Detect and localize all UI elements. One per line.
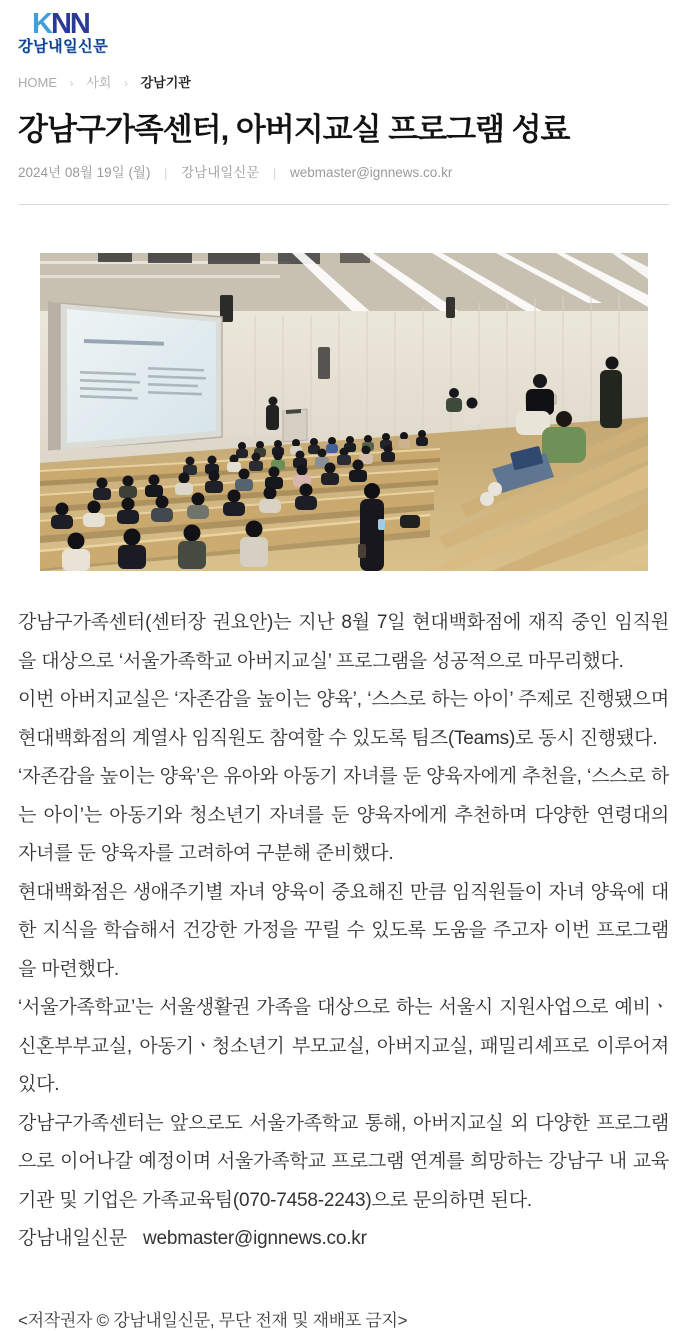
logo-newspaper-name: 강남내일신문 xyxy=(18,38,108,55)
article-paragraph: 강남구가족센터는 앞으로도 서울가족학교 통해, 아버지교실 외 다양한 프로그램으로 이어나갈 예정이며 서울가족학교 프로그램 연계를 희망하는 강남구 내 교육기관 및 기업은 가족교육팀(070-7458-2243)으로 문의하면 된다. xyxy=(18,1112,669,1211)
logo-acronym xyxy=(18,10,108,38)
article-author: 강남내일신문 xyxy=(181,165,260,180)
byline-email[interactable]: webmaster@ignnews.co.kr xyxy=(142,1228,367,1249)
breadcrumb-home[interactable]: HOME xyxy=(18,75,57,90)
article-byline xyxy=(18,1220,669,1259)
logo-letter-n2: N xyxy=(69,8,89,40)
breadcrumb-category-current[interactable]: 강남기관 xyxy=(140,75,191,90)
article-paragraph: 강남구가족센터(센터장 권요안)는 지난 8월 7일 현대백화점에 재직 중인 임직원을 대상으로 ‘서울가족학교 아버지교실’ 프로그램을 성공적으로 마무리했다. xyxy=(18,612,669,672)
lecture-hall-photo xyxy=(40,253,648,571)
article-paragraph: 현대백화점은 생애주기별 자녀 양육이 중요해진 만큼 임직원들이 자녀 양육에 대한 지식을 학습해서 건강한 가정을 꾸릴 수 있도록 도움을 주고자 이번 프로그램을 마련했다. xyxy=(18,881,669,980)
logo-letter-n1: N xyxy=(50,8,70,40)
breadcrumb-society[interactable]: 사회 xyxy=(86,75,112,90)
logo-letter-k: K xyxy=(32,8,51,40)
article-paragraph: ‘자존감을 높이는 양육’은 유아와 아동기 자녀를 둔 양육자에게 추천을, ‘스스로 하는 아이’는 아동기와 청소년기 자녀를 둔 양육자에게 추천하며 다양한 연령대의 자녀를 둔 양육자를 고려하여 구분해 준비했다. xyxy=(18,766,669,864)
breadcrumb xyxy=(18,72,669,91)
meta-separator: | xyxy=(164,166,168,180)
header-divider xyxy=(18,204,669,205)
page-title: 강남구가족센터, 아버지교실 프로그램 성료 xyxy=(18,112,570,147)
article-paragraph: ‘서울가족학교’는 서울생활권 가족을 대상으로 하는 서울시 지원사업으로 예비ㆍ신혼부부교실, 아동기ㆍ청소년기 부모교실, 아버지교실, 패밀리셰프로 이루어져 있다. xyxy=(18,997,669,1095)
article-photo xyxy=(40,253,648,571)
article-date: 2024년 08월 19일 (월) xyxy=(18,165,151,180)
meta-separator: | xyxy=(273,166,277,180)
article-author-email: webmaster@ignnews.co.kr xyxy=(290,165,453,180)
article-body xyxy=(18,604,669,1259)
article-meta xyxy=(18,161,669,181)
breadcrumb-separator-icon: › xyxy=(69,76,74,90)
article-paragraph: 이번 아버지교실은 ‘자존감을 높이는 양육’, ‘스스로 하는 아이’ 주제로 진행됐으며 현대백화점의 계열사 임직원도 참여할 수 있도록 팀즈(Teams)로 동시 진행됐다. xyxy=(18,689,669,749)
newspaper-logo[interactable] xyxy=(18,10,108,56)
breadcrumb-separator-icon: › xyxy=(124,76,128,90)
byline-reporter-name: 강남내일신문 xyxy=(18,1228,127,1249)
copyright-notice: <저작권자 © 강남내일신문, 무단 전재 및 재배포 금지> xyxy=(18,1310,408,1330)
